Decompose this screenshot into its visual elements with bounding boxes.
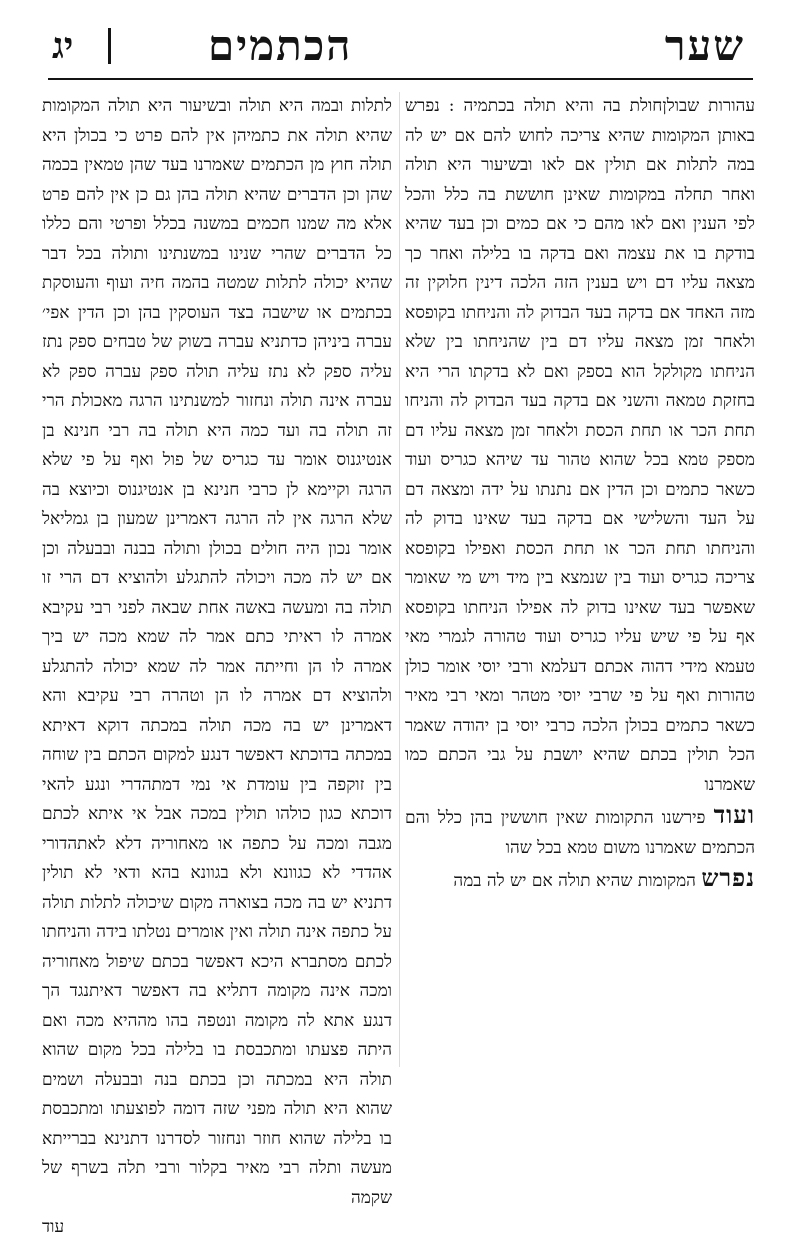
right-paragraph-3-keyword: נפרש [701, 863, 755, 892]
running-header [48, 18, 753, 74]
header-rule [48, 78, 753, 80]
right-paragraph-2-keyword: ועוד [713, 800, 756, 829]
right-paragraph-2 [405, 800, 755, 863]
right-text-column [405, 92, 755, 1077]
header-divider-mark [108, 28, 111, 64]
catchword: עוד [42, 1217, 65, 1237]
right-paragraph-3-text: המקומות שהיא תולה אם יש לה במה [453, 871, 696, 891]
left-text-column [42, 92, 392, 1237]
header-title-right: שער [664, 21, 745, 70]
header-title-left: הכתמים [208, 21, 353, 70]
left-paragraph-1: לתלות ובמה היא תולה ובשיעור היא תולה המקומות שהיא תולה את כתמיהן אין להם פרט כי בכולן היא תולה חוץ מן הכתמים שאמרנו בעד שהן טמאין בכמה שהן וכן הדברים שהיא תולה בהן גם כן אין להם פרט אלא מה שמנו חכמים במשנה בכלל ופרטי והם כללו כל הדברים שהרי שנינו במשנתינו ותולה בכל דבר שהיא יכולה לתלות שמטה בהמה חיה ועוף והעוסקת בכתמים או שישבה בצד העוסקין בהן וכן הדין אפי׳ עברה ביניהן כדתניא עברה בשוק של טבחים ספק נתז עליה ספק לא נתז עליה תולה ספק עברה ספק לא עברה אינה תולה ונחזור למשנתינו הרגה מאכולת הרי זה תולה בה ועד כמה היא תולה בה רבי חנינא בן אנטיגנוס אומר עד כגריס של פול ואף על פי שלא הרגה וקיימא לן כרבי חנינא בן אנטיגנוס וכיוצא בה שלא הרגה אין לה הרגה דאמרינן שמעון בן גמליאל אומר נכון היה חולים בכולן ותולה בבנה ובבעלה וכן אם יש לה מכה ויכולה להתגלע ולהוציא דם הרי זו תולה בה ומעשה באשה אחת שבאה לפני רבי עקיבא אמרה לו ראיתי כתם אמר לה שמא מכה יש ביך אמרה לו הן וחייתה אמר לה שמא יכולה להתגלע ולהוציא דם אמרה לו הן וטהרה רבי עקיבא והא דאמרינן יש בה מכה תולה במכתה דוקא דאיתא במכתה בדוכתא דאפשר דנגע למקום הכתם בין שוחה בין זוקפה בין עומדת אי נמי דמתהדרי ונגע להאי דוכתא כגון כולהו תולין במכה אבל אי איתא לכתם מגבה ומכה על כתפה או מאחוריה דלא לאתהדורי אהדדי לא כגוונא ולא בגוונא בהא ודאי לא תולין דתניא יש בה מכה בצוארה מקום שיכולה לתלות תולה על כתפה אינה תולה ואין אומרים נטלתו בידה והניחתו לכתם מסתברא היכא דאפשר בכתם שיפול מאחוריה ומכה אינה מקומה דתליא בה דאפשר דאיתנגד הך דנגע אתא לה מקומה ונטפה בהו מההיא מכה ואם היתה פצעתו ומתכבסת בו בלילה בכל מקום שהוא תולה היא במכתה וכן בכתם בנה ובבעלה ושמים שהוא היא תולה מפני שזה דומה לפוצעתו ומתכבסת בו בלילה שהוא חוזר ונחזור לסדרנו דתנינא בברייתא מעשה ותלה רבי מאיר בקלור ורבי תלה בשרף של שקמה [42, 96, 392, 1208]
column-gutter [399, 92, 400, 1067]
right-paragraph-3 [405, 863, 755, 897]
right-paragraph-1: עהורות שבולןחולת בה והיא תולה בכתמיה : נפרש באותן המקומות שהיא צריכה לחוש להם אם יש לה במה לתלות אם תולין אם לאו ובשיעור היא תולה ואחר תחלה במקומות שאינן חוששת בה כלל והכל לפי הענין ואם לאו מהם כי אם כמים וכן בעד שהיא בודקת בו את עצמה ואם בדקה בו בלילה ואחר כך מצאה עליו דם ויש בענין הזה הלכה דינין חלוקין זה מזה האחד אם בדקה בעד הבדוק לה והניחתו בקופסא ולאחר זמן מצאה עליו דם בין שהניחתו בין שלא הניחתו מקולקל הוא בספק ואם לא בדקתו הרי היא בחזקת טמאה והשני אם בדקה בעד הבדוק לה והניחו תחת הכר או תחת הכסת ולאחר זמן מצאה עליו דם מספק טמא בכל שהוא טהור עד שיהא כגריס ועוד כשאר כתמים וכן הדין אם נתנתו על ידה ומצאה דם על העד והשלישי אם בדקה בעד שאינו בדוק לה והניחתו תחת הכר או תחת הכסת ואפילו בקופסא צריכה כגריס ועוד בין שנמצא בין מיד ויש מי שאומר שאפשר בעד שאינו בדוק לה אפילו הניחתו בקופסא אף על פי שיש עליו כגריס ועוד טהורה לגמרי מאי טעמא מידי דהוה אכתם דעלמא ורבי יוסי אומר כולן טהורות ואף על פי שרבי יוסי מטהר ומאי רבי מאיר כשאר כתמים בכולן הלכה כרבי יוסי בן יהודה שאמר הכל תולין בכתם שהיא יושבת על גבי הכתם כמו שאמרנו [405, 96, 755, 795]
folio-number: יג [52, 25, 74, 67]
right-paragraph-2-text: פירשנו התקומות שאין חוששין בהן כלל והם הכתמים שאמרנו משום טמא בכל שהו [405, 808, 755, 858]
